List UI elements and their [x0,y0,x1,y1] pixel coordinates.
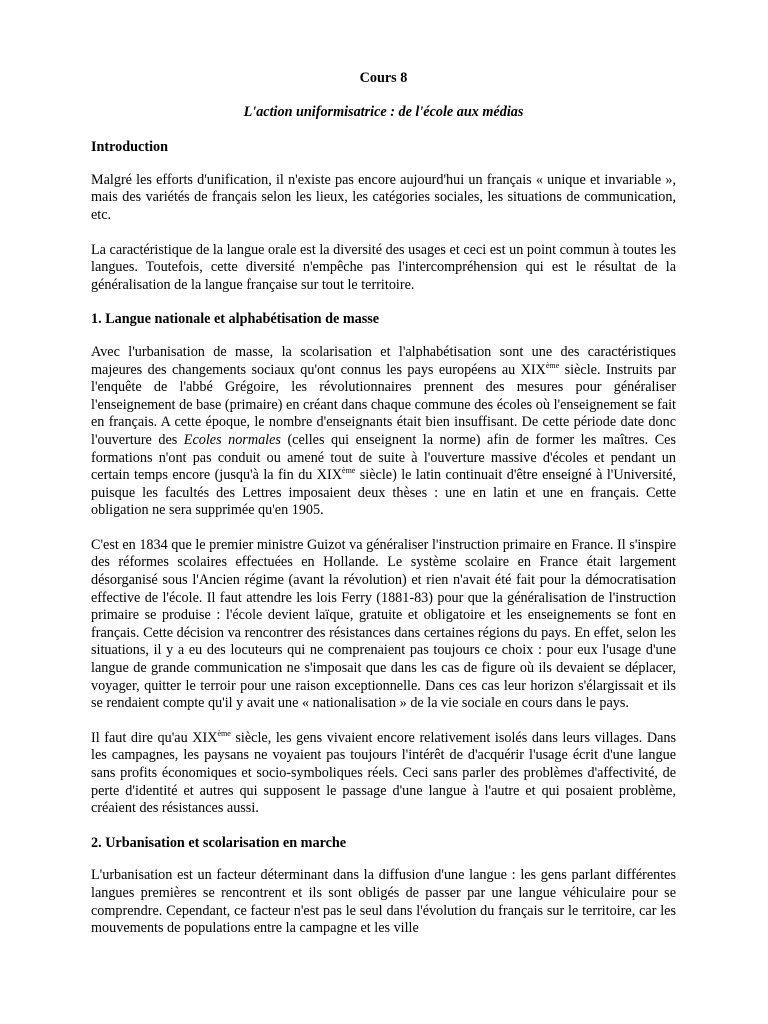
emphasis: Ecoles normales [183,431,281,448]
section-1-heading: 1. Langue nationale et alphabétisation de masse [91,311,380,328]
course-subtitle: L'action uniformisatrice : de l'école aux médias [243,103,524,120]
introduction-paragraph-2: La caractéristique de la langue orale est la diversité des usages et ceci est un point commun à toutes les langues. Toutefois, cette diversité n'empêche pas l'intercompréhension qui est le résultat de la généralisation de la langue française sur tout le territoire. [91,241,676,293]
text-segment: siècle, les gens vivaient encore relativement isolés dans leurs villages. Dans les campagnes, les paysans ne voyaient pas toujours l'intérêt de d'acquérir l'usage écrit d'une langue sans profits économiques et socio-symboliques réels. Ceci sans parler des problèmes d'affectivité, de perte d'identité et autres qui supposent le passage d'une langue à l'autre et qui posaient problème, créaient des résistances aussi. [91,729,677,817]
course-title: Cours 8 [359,70,408,86]
document-page [91,70,676,955]
introduction-heading: Introduction [91,139,168,156]
section-2-paragraph-1: L'urbanisation est un facteur déterminant dans la diffusion d'une langue : les gens parlant différentes langues premières se rencontrent et ils sont obligés de passer par une langue véhiculaire pour se comprendre. Cependant, ce facteur n'est pas le seul dans l'évolution du français sur le territoire, car les mouvements de populations entre la campagne et les ville [91,867,676,937]
text-segment: siècle) le latin continuait d'être enseigné à l'Université, puisque les facultés des Lettres imposaient deux thèses : une en latin et une en français. Cette obligation ne sera supprimée qu'en 1905. [91,467,676,519]
section-2-heading: 2. Urbanisation et scolarisation en marche [91,834,347,851]
section-1-paragraph-1 [91,344,676,520]
introduction-paragraph-1: Malgré les efforts d'unification, il n'existe pas encore aujourd'hui un français « unique et invariable », mais des variétés de français selon les lieux, les catégories sociales, les situations de communication, etc. [91,171,676,223]
superscript: ème [342,466,356,476]
text-segment: Avec l'urbanisation de masse, la scolarisation et l'alphabétisation sont une des caractéristiques majeures des changements sociaux qu'ont connus les pays européens au XIX [91,343,676,378]
superscript: ème [217,728,231,738]
section-1-paragraph-2: C'est en 1834 que le premier ministre Guizot va généraliser l'instruction primaire en France. Il s'inspire des réformes scolaires effectuées en Hollande. Le système scolaire en France était largement désorganisé sous l'Ancien régime (avant la révolution) et rien n'avait été fait pour la démocratisation effective de l'école. Il faut attendre les lois Ferry (1881-83) pour que la généralisation de l'instruction primaire se produise : l'école devient laïque, gratuite et obligatoire et les enseignements se font en français. Cette décision va rencontrer des résistances dans certaines régions du pays. En effet, selon les situations, il y a eu des locuteurs qui ne comprenaient pas toujours ce choix : pour eux l'usage d'une langue de grande communication ne s'imposait que dans les cas de figure où ils devaient se déplacer, voyager, quitter le terroir pour une raison exceptionnelle. Dans ces cas leur horizon s'élargissait et ils se rendaient compte qu'il y avait une « nationalisation » de la vie sociale en cours dans le pays. [91,536,676,712]
section-1-paragraph-3 [91,730,676,818]
text-segment: siècle. Instruits par l'enquête de l'abbé Grégoire, les révolutionnaires prennent des mesures pour généraliser l'enseignement de base (primaire) en créant dans chaque commune des écoles où l'enseignement se fait en français. A cette époque, le nombre d'enseignants était bien insuffisant. De cette période date donc l'ouverture des [91,361,676,448]
superscript: ème [545,360,560,370]
text-segment: Il faut dire qu'au XIX [91,729,218,746]
text-segment: (celles qui enseignent la norme) afin de former les maîtres. Ces formations n'ont pas conduit ou amené tout de suite à l'ouverture massive d'écoles et pendant un certain temps encore (jusqu'à la fin du XIX [91,431,676,484]
